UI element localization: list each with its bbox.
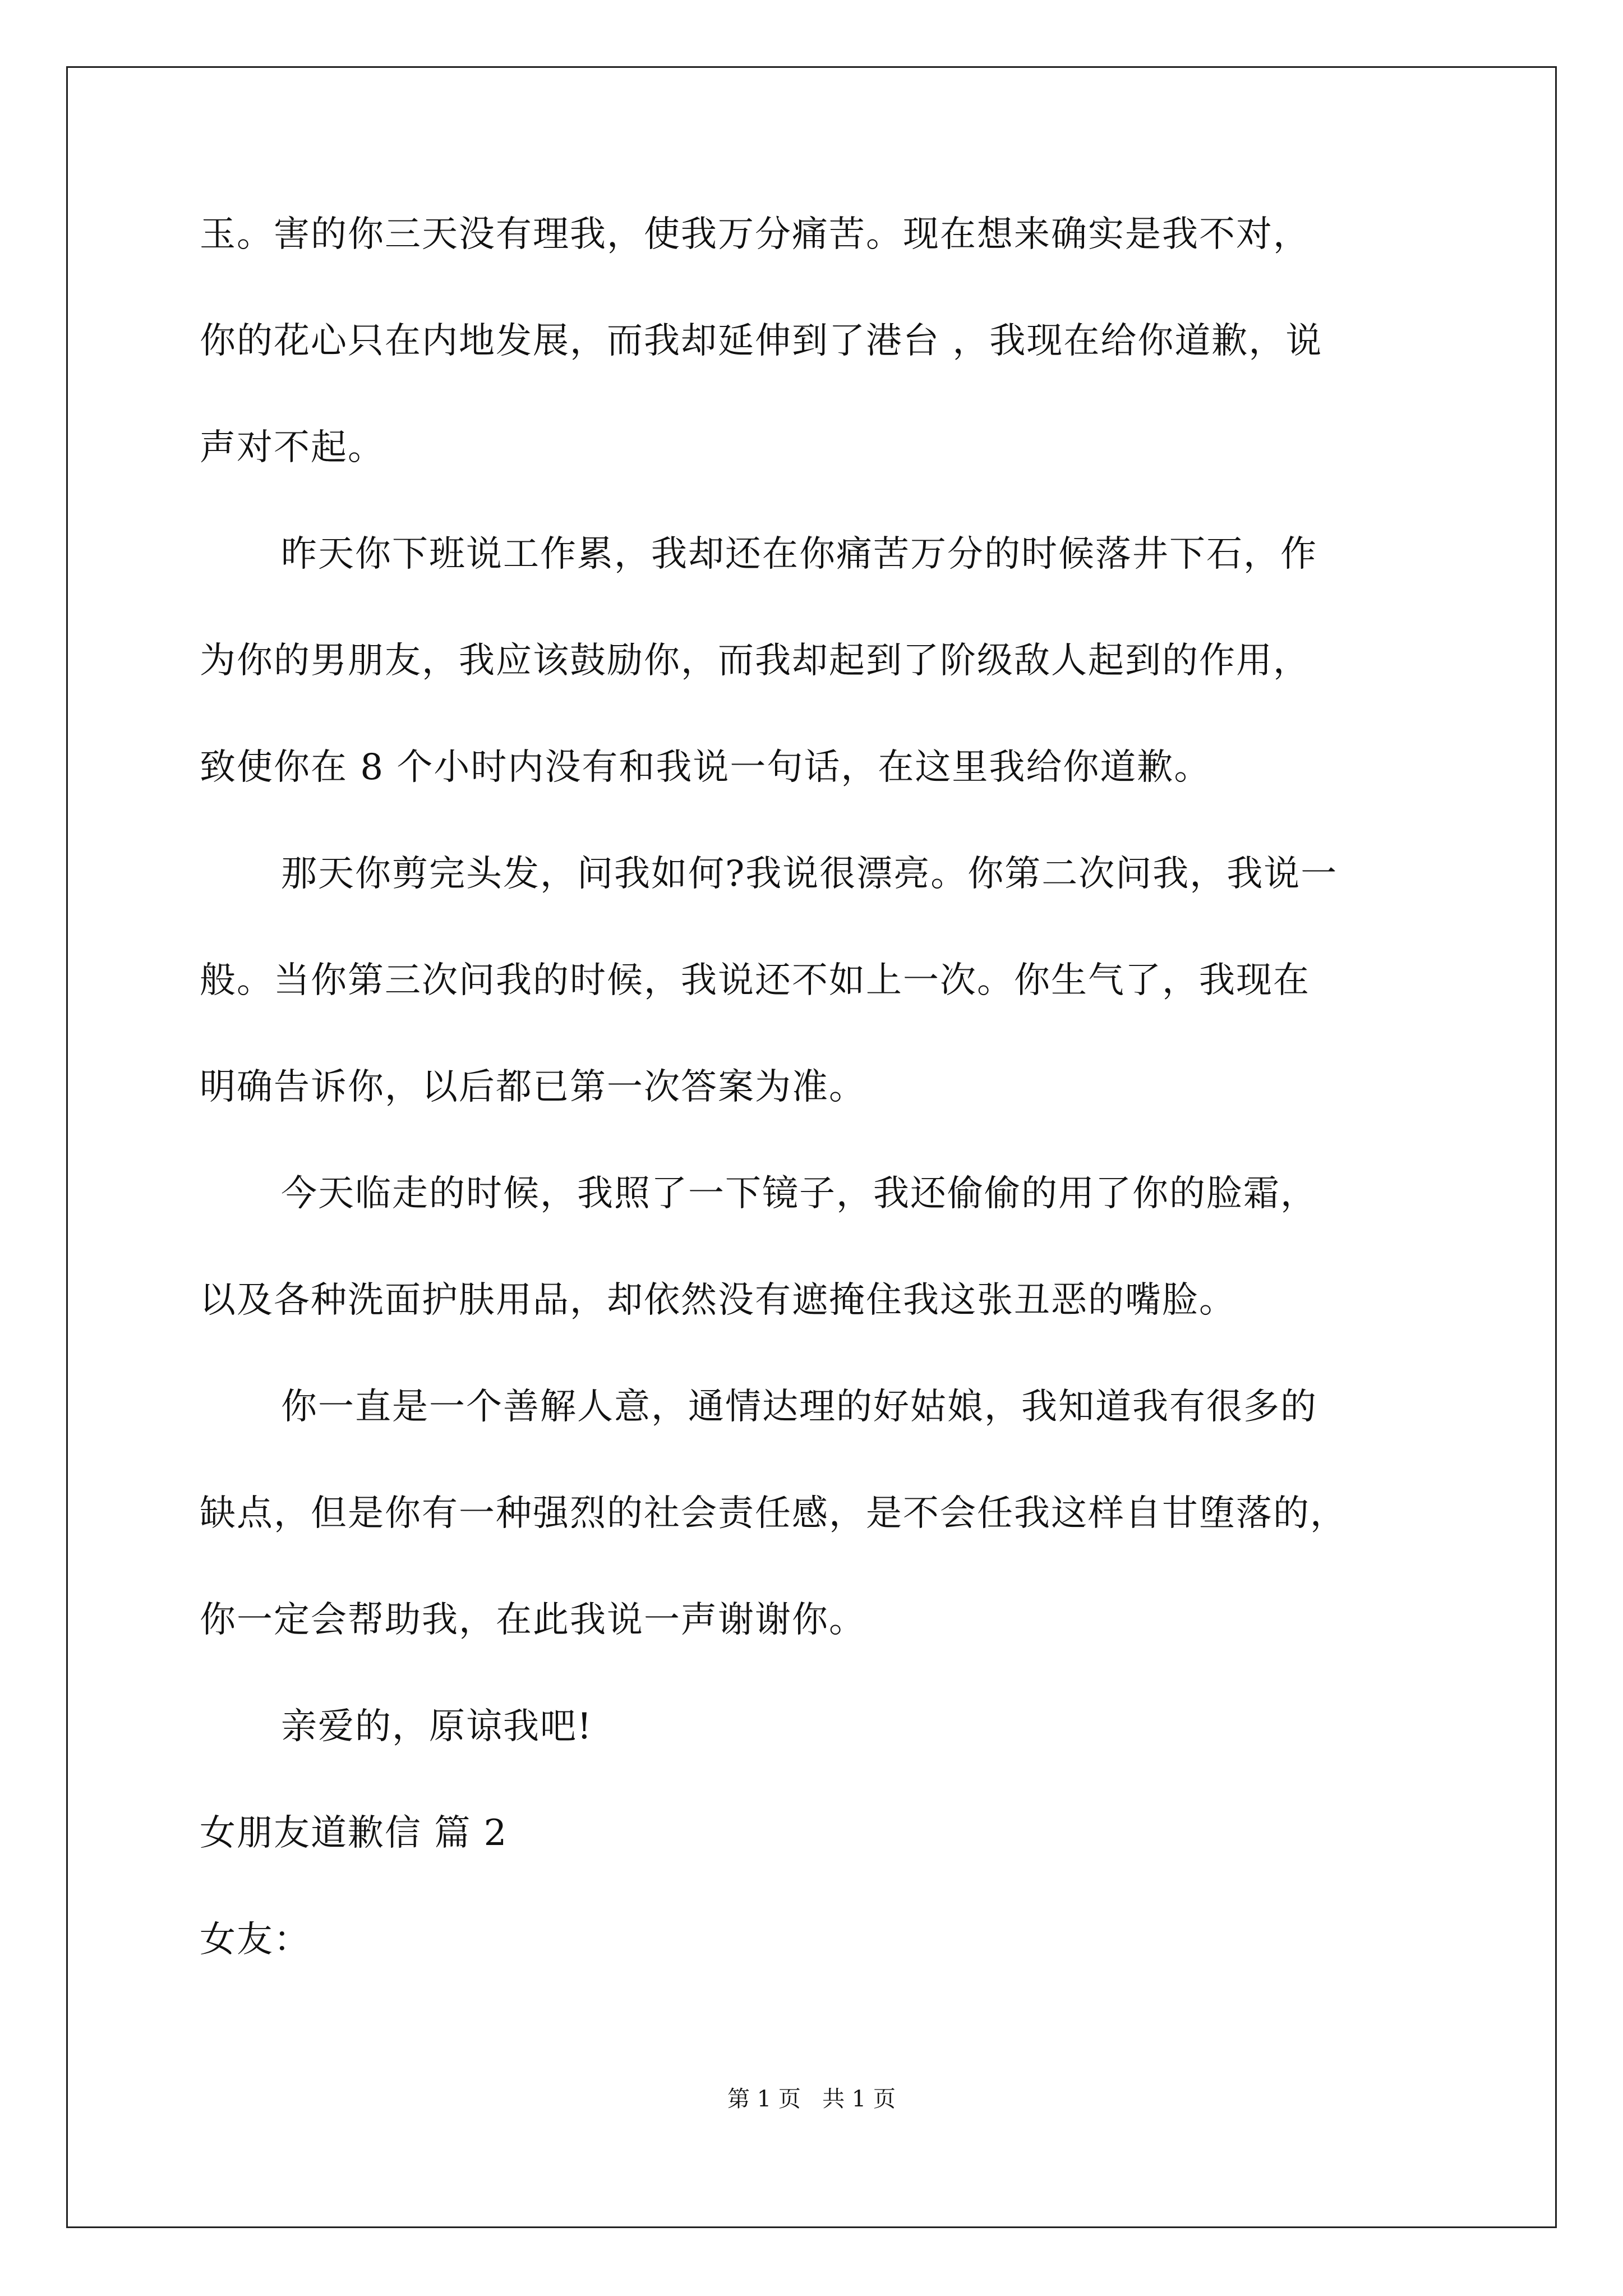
text-line: 缺点，但是你有一种强烈的社会责任感，是不会任我这样自甘堕落的， [200,1493,1347,1534]
text-line: 声对不起。 [200,427,385,468]
text-line: 明确告诉你，以后都已第一次答案为准。 [200,1066,866,1108]
text-line: 以及各种洗面护肤用品，却依然没有遮掩住我这张丑恶的嘴脸。 [200,1280,1236,1321]
text-line: 致使你在 8 个小时内没有和我说一句话，在这里我给你道歉。 [200,747,1211,788]
paragraph-start-line: 昨天你下班说工作累，我却还在你痛苦万分的时候落井下石，作 [281,533,1317,575]
text-line: 玉。害的你三天没有理我，使我万分痛苦。现在想来确实是我不对， [200,214,1310,255]
text-line: 为你的男朋友，我应该鼓励你，而我却起到了阶级敌人起到的作用， [200,640,1310,682]
salutation: 女友： [200,1919,311,1961]
paragraph-start-line: 那天你剪完头发，问我如何?我说很漂亮。你第二次问我，我说一 [281,853,1338,895]
page-footer: 第 1 页 共 1 页 [727,2086,896,2112]
text-line: 你的花心只在内地发展，而我却延伸到了港台 ，我现在给你道歉，说 [200,320,1323,362]
text-line: 你一定会帮助我，在此我说一声谢谢你。 [200,1599,866,1641]
paragraph-start-line: 你一直是一个善解人意，通情达理的好姑娘，我知道我有很多的 [281,1386,1317,1428]
closing-line: 亲爱的，原谅我吧! [281,1706,593,1747]
text-line: 般。当你第三次问我的时候，我说还不如上一次。你生气了，我现在 [200,960,1310,1001]
section-heading: 女朋友道歉信 篇 2 [200,1812,508,1854]
paragraph-start-line: 今天临走的时候，我照了一下镜子，我还偷偷的用了你的脸霜， [281,1173,1317,1214]
letter-body [200,212,1490,2024]
